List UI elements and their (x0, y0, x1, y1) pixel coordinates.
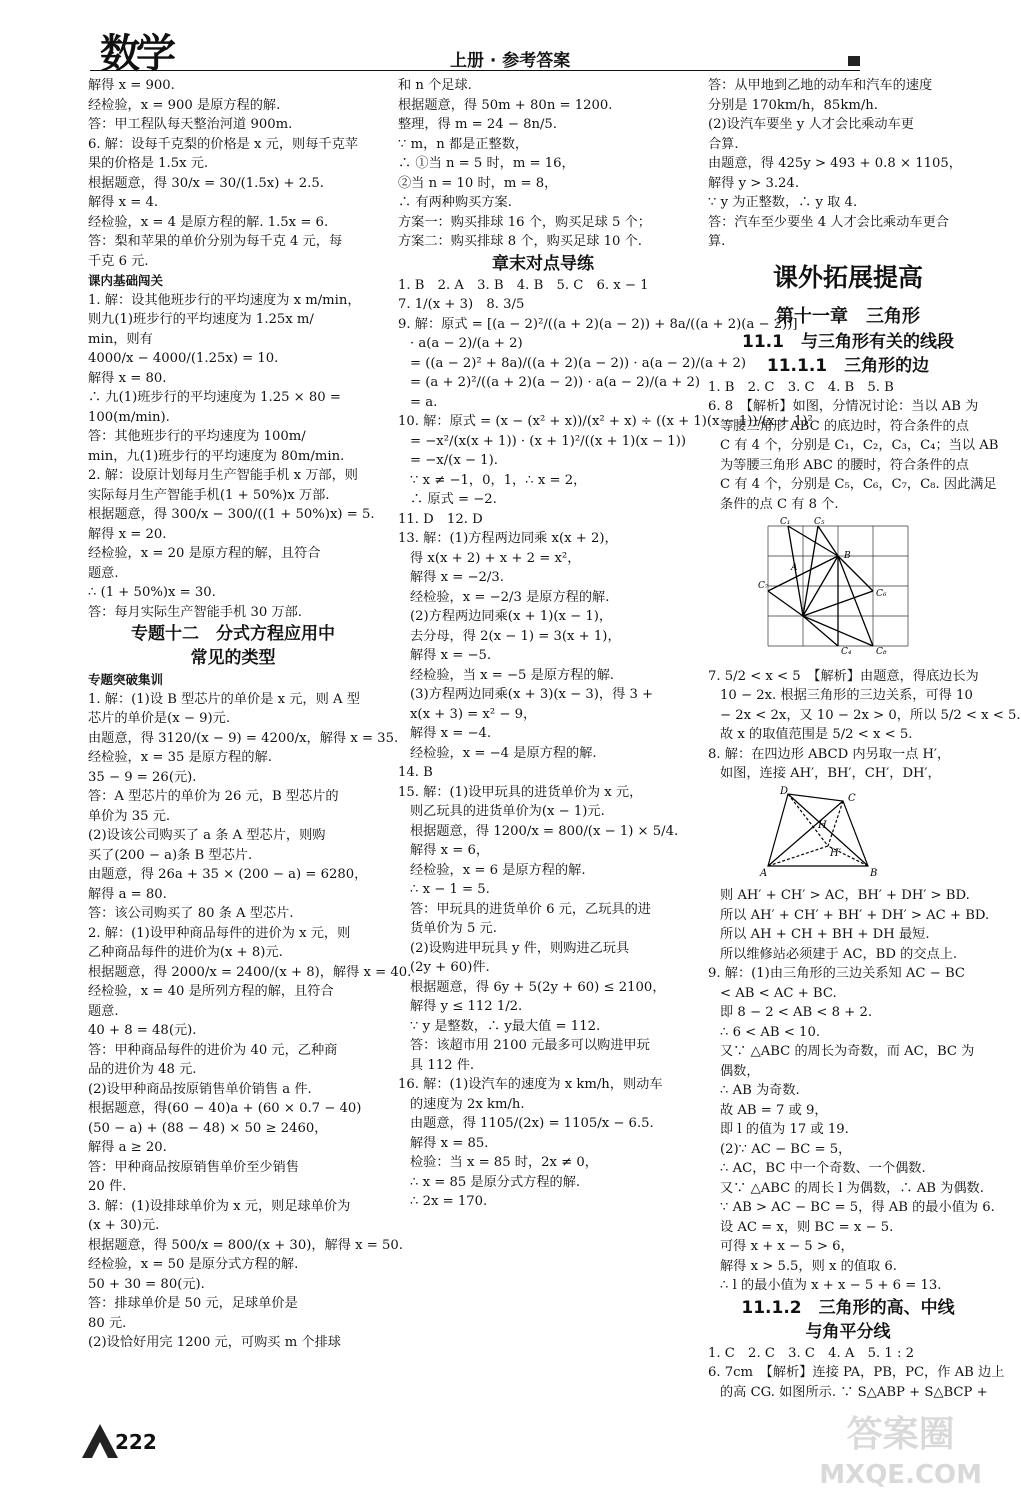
answer-line: 4000/x − 4000/(1.25x) = 10. (88, 351, 279, 366)
answer-line: 7. 1/(x + 3) 8. 3/5 (398, 297, 525, 312)
answer-line: 如图，连接 AH′，BH′，CH′，DH′， (720, 766, 941, 781)
answer-line: 根据题意，得 500/x = 800/(x + 30)，解得 x = 50. (88, 1237, 403, 1253)
svg-text:D: D (780, 785, 789, 797)
answer-line: 6. 8 【解析】如图，分情况讨论：当以 AB 为 (708, 399, 979, 414)
answer-line: ②当 n = 10 时，m = 8， (398, 175, 558, 191)
answer-line: 由题意，得 1105/(2x) = 1105/x − 6.5. (410, 1116, 654, 1131)
answer-line: 经检验，x = −2/3 是原方程的解. (410, 589, 610, 605)
answer-line: 解得 x = −5. (410, 648, 492, 663)
figure-grid (758, 516, 988, 663)
answer-line: ∴ (1 + 50%)x = 30. (88, 585, 216, 600)
figure-quadrilateral (758, 786, 988, 883)
answer-line: (2)∵ AC − BC = 5， (720, 1141, 852, 1157)
quadrilateral-figure (758, 785, 888, 879)
answer-line: 35 − 9 = 26(元). (88, 769, 197, 785)
answer-line: 10 − 2x. 根据三角形的三边关系，可得 10 (720, 688, 973, 703)
svg-text:C₈: C₈ (876, 647, 887, 657)
watermark-url: MXQE.COM (819, 1460, 982, 1490)
answer-line: (x + 30)元. (88, 1218, 160, 1233)
answer-line: ∴ ①当 n = 5 时，m = 16， (398, 156, 575, 171)
answer-line: 分别是 170km/h，85km/h. (708, 97, 878, 113)
svg-text:B: B (870, 867, 878, 879)
answer-line: 根据题意，得 30/x = 30/(1.5x) + 2.5. (88, 175, 324, 191)
answer-line: 解得 x = 900. (88, 78, 175, 93)
column-right (708, 76, 1021, 1402)
answer-line: 答：梨和苹果的单价分别为每千克 4 元，每 (88, 234, 343, 249)
answer-line: 根据题意，得 6y + 5(2y + 60) ≤ 2100， (410, 979, 666, 995)
answer-line: ∵ y 是整数，∴ y最大值 = 112. (410, 1018, 601, 1034)
svg-text:A: A (760, 867, 768, 879)
answer-line: 和 n 个足球. (398, 78, 472, 93)
header-rule (90, 70, 860, 71)
answer-line: 方案一：购买排球 16 个，购买足球 5 个； (398, 214, 651, 230)
answer-line: 设 AC = x，则 BC = x − 5. (720, 1219, 894, 1235)
section-heading: 专题十二 分式方程应用中 (131, 624, 335, 644)
answer-line: 14. B (398, 765, 433, 780)
section-heading: 第十一章 三角形 (776, 305, 920, 327)
answer-line: 答：甲玩具的进货单价 6 元，乙玩具的进 (410, 901, 651, 917)
answer-line: 3. 解：(1)设排球单价为 x 元，则足球单价为 (88, 1198, 351, 1214)
section-heading: 11.1.1 三角形的边 (766, 355, 930, 376)
answer-line: ∴ 原式 = −2. (410, 492, 497, 507)
answer-line: 2. 解：设原计划每月生产智能手机 x 万部，则 (88, 468, 358, 483)
answer-line: 答：其他班步行的平均速度为 100m/ (88, 429, 306, 444)
answer-line: 解得 x = 4. (88, 195, 159, 210)
answer-line: 答：该超市用 2100 元最多可以购进甲玩 (410, 1038, 650, 1053)
answer-line: ∵ m，n 都是正整数， (398, 136, 529, 152)
section-heading: 11.1.2 三角形的高、中线 (741, 1297, 955, 1318)
answer-line: 7. 5/2 < x < 5 【解析】由题意，得底边长为 (708, 668, 979, 684)
answer-line: 果的价格是 1.5x 元. (88, 156, 209, 171)
answer-line: 16. 解：(1)设汽车的速度为 x km/h，则动车 (398, 1077, 663, 1092)
svg-text:B: B (844, 551, 851, 561)
answer-line: ∵ x ≠ −1，0，1，∴ x = 2， (410, 472, 587, 488)
answer-line: 6. 7cm 【解析】连接 PA，PB，PC，作 AB 边上 (708, 1365, 1005, 1380)
answer-line: 经检验，x = 35 是原方程的解. (88, 750, 272, 765)
watermark (819, 1415, 982, 1495)
answer-line: 经检验，x = 6 是原方程的解. (410, 862, 586, 878)
answer-line: ∵ AB > AC − BC = 5，得 AB 的最小值为 6. (720, 1200, 995, 1215)
answer-line: 所以维修站必须建于 AC，BD 的交点上. (720, 946, 958, 962)
answer-line: 经检验，x = −4 是原方程的解. (410, 745, 597, 761)
answer-line: 检验：当 x = 85 时，2x ≠ 0， (410, 1155, 598, 1170)
answer-line: 1. B 2. C 3. C 4. B 5. B (708, 379, 894, 395)
answer-line: 答：从甲地到乙地的动车和汽车的速度 (708, 78, 933, 93)
answer-line: ∴ AC，BC 中一个奇数、一个偶数. (720, 1161, 926, 1176)
answer-line: min，九(1)班步行的平均速度为 80m/min. (88, 448, 345, 464)
answer-line: (2)设该公司购买了 a 条 A 型芯片，则购 (88, 828, 326, 843)
watermark-text: 答案圈 (846, 1414, 955, 1455)
answer-line: 50 + 30 = 80(元). (88, 1276, 205, 1292)
answer-line: 具 112 件. (410, 1057, 475, 1073)
answer-line: 答：A 型芯片的单价为 26 元，B 型芯片的 (88, 789, 339, 804)
section-heading: 与角平分线 (805, 1321, 891, 1342)
subject-logo: 数学 (100, 31, 172, 77)
answer-line: 经检验，x = 50 是原分式方程的解. (88, 1257, 299, 1272)
svg-text:H′: H′ (830, 847, 841, 859)
answer-line: 解得 x = 85. (410, 1135, 489, 1151)
answer-line: ∴ AB 为奇数. (720, 1083, 800, 1098)
answer-line: 根据题意，得 1200/x = 800/(x − 1) × 5/4. (410, 823, 679, 839)
answer-line: (3)方程两边同乘(x + 3)(x − 3)，得 3 + (410, 687, 654, 702)
answer-line: ∵ y 为正整数，∴ y 取 4. (708, 195, 858, 210)
section-heading: 章末对点导练 (492, 253, 594, 274)
answer-line: 根据题意，得(60 − 40)a + (60 × 0.7 − 40) (88, 1101, 362, 1116)
answer-line: (2)设购进甲玩具 y 件，则购进乙玩具 (410, 940, 630, 956)
answer-line: 解得 a = 80. (88, 886, 167, 902)
answer-line: − 2x < 2x，又 10 − 2x > 0，所以 5/2 < x < 5. (720, 707, 1021, 723)
section-heading: 常见的类型 (190, 648, 276, 668)
header-marker (848, 56, 860, 66)
triangle-grid-figure (758, 516, 928, 656)
answer-line: (2)设恰好用完 1200 元，可购买 m 个排球 (88, 1335, 341, 1350)
column-left (88, 76, 412, 1353)
answer-line: 的速度为 2x km/h. (410, 1096, 525, 1112)
answer-line: 故 x 的取值范围是 5/2 < x < 5. (720, 727, 913, 742)
answer-line: 去分母，得 2(x − 1) = 3(x + 1)， (410, 628, 621, 644)
answer-line: 解得 x = 6， (410, 843, 490, 858)
answer-line: 答：该公司购买了 80 条 A 型芯片. (88, 906, 294, 921)
answer-line: 10. 解：原式 = (x − (x² + x))/(x² + x) ÷ ((x + 1)(x − 1))/(x + 1)² (398, 414, 813, 429)
answer-line: (2y + 60)件. (410, 960, 490, 975)
answer-line: 40 + 8 = 48(元). (88, 1023, 197, 1038)
answer-line: 乙种商品每件的进价为(x + 8)元. (88, 945, 283, 960)
answer-line: 又∵ △ABC 的周长为奇数，而 AC，BC 为 (720, 1044, 975, 1059)
answer-line: 可得 x + x − 5 > 6， (720, 1239, 854, 1254)
answer-line: = −x/(x − 1). (410, 453, 498, 468)
answer-line: 经检验，x = 4 是原方程的解. 1.5x = 6. (88, 214, 329, 230)
answer-line: ∴ 6 < AB < 10. (720, 1024, 821, 1040)
answer-line: (2)设汽车要坐 y 人才会比乘动车更 (708, 117, 914, 132)
answer-line: 根据题意，得 300/x − 300/((1 + 50%)x) = 5. (88, 507, 375, 522)
answer-line: 答：甲种商品按原销售单价至少销售 (88, 1159, 299, 1175)
svg-text:C₁: C₁ (780, 517, 791, 527)
answer-line: (2)设甲种商品按原销售单价销售 a 件. (88, 1081, 312, 1097)
answer-line: 解得 x = −2/3. (410, 570, 504, 585)
answer-line: 解得 y ≤ 112 1/2. (410, 999, 523, 1014)
answer-line: 所以 AH′ + CH′ + BH′ + DH′ > AC + BD. (720, 907, 990, 923)
answer-line: (50 − a) + (88 − 48) × 50 ≥ 2460， (88, 1120, 328, 1136)
answer-line: 经检验，当 x = −5 是原方程的解. (410, 667, 614, 683)
answer-line: 则 AH′ + CH′ > AC，BH′ + DH′ > BD. (720, 888, 970, 903)
answer-line: ∴ l 的最小值为 x + x − 5 + 6 = 13. (720, 1278, 942, 1293)
answer-line: 答：汽车至少要坐 4 人才会比乘动车更合 (708, 214, 949, 230)
answer-line: x(x + 3) = x² − 9， (410, 706, 537, 722)
answer-line: 6. 解：设每千克梨的价格是 x 元，则每千克苹 (88, 136, 358, 152)
answer-line: 解得 a ≥ 20. (88, 1140, 167, 1155)
answer-line: 20 件. (88, 1179, 127, 1194)
answer-line: 整理，得 m = 24 − 8n/5. (398, 117, 558, 132)
answer-line: 品的进价为 48 元. (88, 1062, 197, 1077)
answer-line: ∴ 九(1)班步行的平均速度为 1.25 × 80 = (88, 390, 341, 405)
svg-text:A: A (791, 563, 798, 573)
answer-line: 单价为 35 元. (88, 808, 171, 824)
answer-line: 经检验，x = 900 是原方程的解. (88, 97, 281, 113)
svg-text:C: C (848, 792, 856, 804)
page-number: 222 (115, 1430, 157, 1454)
page-header (0, 0, 1000, 77)
answer-line: 经检验，x = 20 是原方程的解，且符合 (88, 546, 321, 561)
answer-line: 答：甲工程队每天整治河道 900m. (88, 117, 293, 132)
answer-line: 9. 解：原式 = [(a − 2)²/((a + 2)(a − 2)) + 8a/((a + 2)(a − 2))] (398, 316, 798, 332)
svg-text:C₅: C₅ (814, 517, 825, 527)
answer-line: 则乙玩具的进货单价为(x − 1)元. (410, 804, 605, 819)
answer-line: 等腰三角形 ABC 的底边时，符合条件的点 (720, 418, 969, 434)
section-heading: 11.1 与三角形有关的线段 (742, 331, 954, 352)
answer-line: = (a + 2)²/((a + 2)(a − 2)) · a(a − 2)/(a + 2) (410, 375, 701, 390)
answer-line: 解得 x = 20. (88, 526, 167, 542)
answer-line: 由题意，得 3120/(x − 9) = 4200/x，解得 x = 35. (88, 730, 399, 746)
subsection-label: 专题突破集训 (88, 672, 164, 687)
answer-line: 答：每月实际生产智能手机 30 万部. (88, 604, 302, 620)
answer-line: 题意. (88, 1003, 119, 1019)
mountain-icon (80, 1420, 120, 1460)
section-heading: 课外拓展提高 (772, 262, 923, 292)
answer-line: 8. 解：在四边形 ABCD 内另取一点 H′， (708, 746, 951, 762)
answer-line: ∴ x − 1 = 5. (410, 882, 490, 897)
answer-line: ∴ 2x = 170. (410, 1194, 488, 1209)
svg-text:C₆: C₆ (876, 589, 887, 599)
answer-line: 即 8 − 2 < AB < 8 + 2. (720, 1005, 873, 1020)
header-title: 上册 · 参考答案 (450, 51, 571, 71)
answer-line: 则九(1)班步行的平均速度为 1.25x m/ (88, 312, 314, 327)
answer-line: 2. 解：(1)设甲种商品每件的进价为 x 元，则 (88, 925, 351, 941)
answer-line: 的高 CG. 如图所示. ∵ S△ABP + S△BCP + (720, 1384, 988, 1400)
answer-line: (2)方程两边同乘(x + 1)(x − 1)， (410, 609, 613, 624)
answer-line: 解得 x = 80. (88, 370, 167, 386)
answer-line: 方案二：购买排球 8 个，购买足球 10 个. (398, 234, 642, 249)
answer-line: 1. B 2. A 3. B 4. B 5. C 6. x − 1 (398, 277, 649, 293)
subsection-label: 课内基础闯关 (88, 273, 164, 288)
answer-line: 由题意，得 425y > 493 + 0.8 × 1105， (708, 156, 962, 171)
answer-line: 根据题意，得 50m + 80n = 1200. (398, 97, 613, 113)
svg-text:H: H (818, 819, 827, 831)
answer-line: = ((a − 2)² + 8a)/((a + 2)(a − 2)) · a(a − 2)/(a + 2) (410, 355, 746, 371)
answer-line: 题意. (88, 565, 119, 581)
answer-line: 答：甲种商品每件的进价为 40 元，乙种商 (88, 1042, 338, 1058)
svg-text:C₄: C₄ (841, 647, 852, 657)
svg-text:C₇: C₇ (758, 581, 769, 591)
answer-line: 11. D 12. D (398, 511, 483, 527)
answer-line: C 有 4 个，分别是 C₅，C₆，C₇，C₈. 因此满足 (720, 477, 997, 492)
answer-line: 经检验，x = 40 是所列方程的解，且符合 (88, 984, 334, 999)
answer-line: 解得 x > 5.5，则 x 的值取 6. (720, 1258, 897, 1274)
answer-line: = a. (410, 394, 438, 410)
answer-line: 得 x(x + 2) + x + 2 = x²， (410, 550, 581, 566)
answer-line: 根据题意，得 2000/x = 2400/(x + 8)，解得 x = 40. (88, 964, 412, 980)
answer-line: 货单价为 5 元. (410, 921, 497, 936)
answer-line: 1. 解：设其他班步行的平均速度为 x m/min， (88, 292, 361, 308)
answer-line: 1. 解：(1)设 B 型芯片的单价是 x 元，则 A 型 (88, 691, 360, 707)
answer-line: ∴ x = 85 是原分式方程的解. (410, 1174, 581, 1190)
answer-line: 9. 解：(1)由三角形的三边关系知 AC − BC (708, 966, 965, 981)
answer-line: 合算. (708, 136, 739, 152)
answer-line: · a(a − 2)/(a + 2) (410, 336, 523, 351)
answer-line: 为等腰三角形 ABC 的腰时，符合条件的点 (720, 457, 969, 473)
answer-line: 解得 y > 3.24. (708, 175, 800, 191)
answer-line: 100(m/min). (88, 409, 170, 425)
answer-line: 由题意，得 26a + 35 × (200 − a) = 6280， (88, 867, 368, 882)
answer-line: 13. 解：(1)方程两边同乘 x(x + 2)， (398, 531, 618, 546)
answer-line: 答：排球单价是 50 元，足球单价是 (88, 1296, 298, 1311)
answer-line: 即 l 的值为 17 或 19. (720, 1122, 849, 1137)
answer-line: 偶数， (720, 1063, 760, 1079)
answer-line: 芯片的单价是(x − 9)元. (88, 711, 231, 726)
answer-line: min，则有 (88, 331, 153, 347)
answer-line: C 有 4 个，分别是 C₁，C₂，C₃，C₄；当以 AB (720, 438, 999, 453)
answer-line: 1. C 2. C 3. C 4. A 5. 1 : 2 (708, 1345, 915, 1361)
answer-line: 千克 6 元. (88, 253, 149, 269)
answer-line: = −x²/(x(x + 1)) · (x + 1)²/((x + 1)(x − 1)) (410, 433, 686, 449)
answer-line: 故 AB = 7 或 9， (720, 1102, 828, 1118)
answer-line: < AB < AC + BC. (720, 985, 837, 1001)
answer-line: 又∵ △ABC 的周长 l 为偶数，∴ AB 为偶数. (720, 1180, 984, 1196)
answer-line: 算. (708, 234, 726, 249)
answer-line: 实际每月生产智能手机(1 + 50%)x 万部. (88, 487, 330, 503)
answer-line: 15. 解：(1)设甲玩具的进货单价为 x 元， (398, 784, 643, 800)
answer-line: 买了(200 − a)条 B 型芯片. (88, 847, 253, 863)
answer-line: 解得 x = −4. (410, 726, 492, 741)
answer-line: ∴ 有两种购买方案. (398, 195, 512, 210)
answer-line: 条件的点 C 有 8 个. (720, 496, 839, 512)
answer-line: 所以 AH + CH + BH + DH 最短. (720, 927, 930, 942)
page-footer (80, 1420, 200, 1460)
answer-line: 80 元. (88, 1315, 127, 1331)
